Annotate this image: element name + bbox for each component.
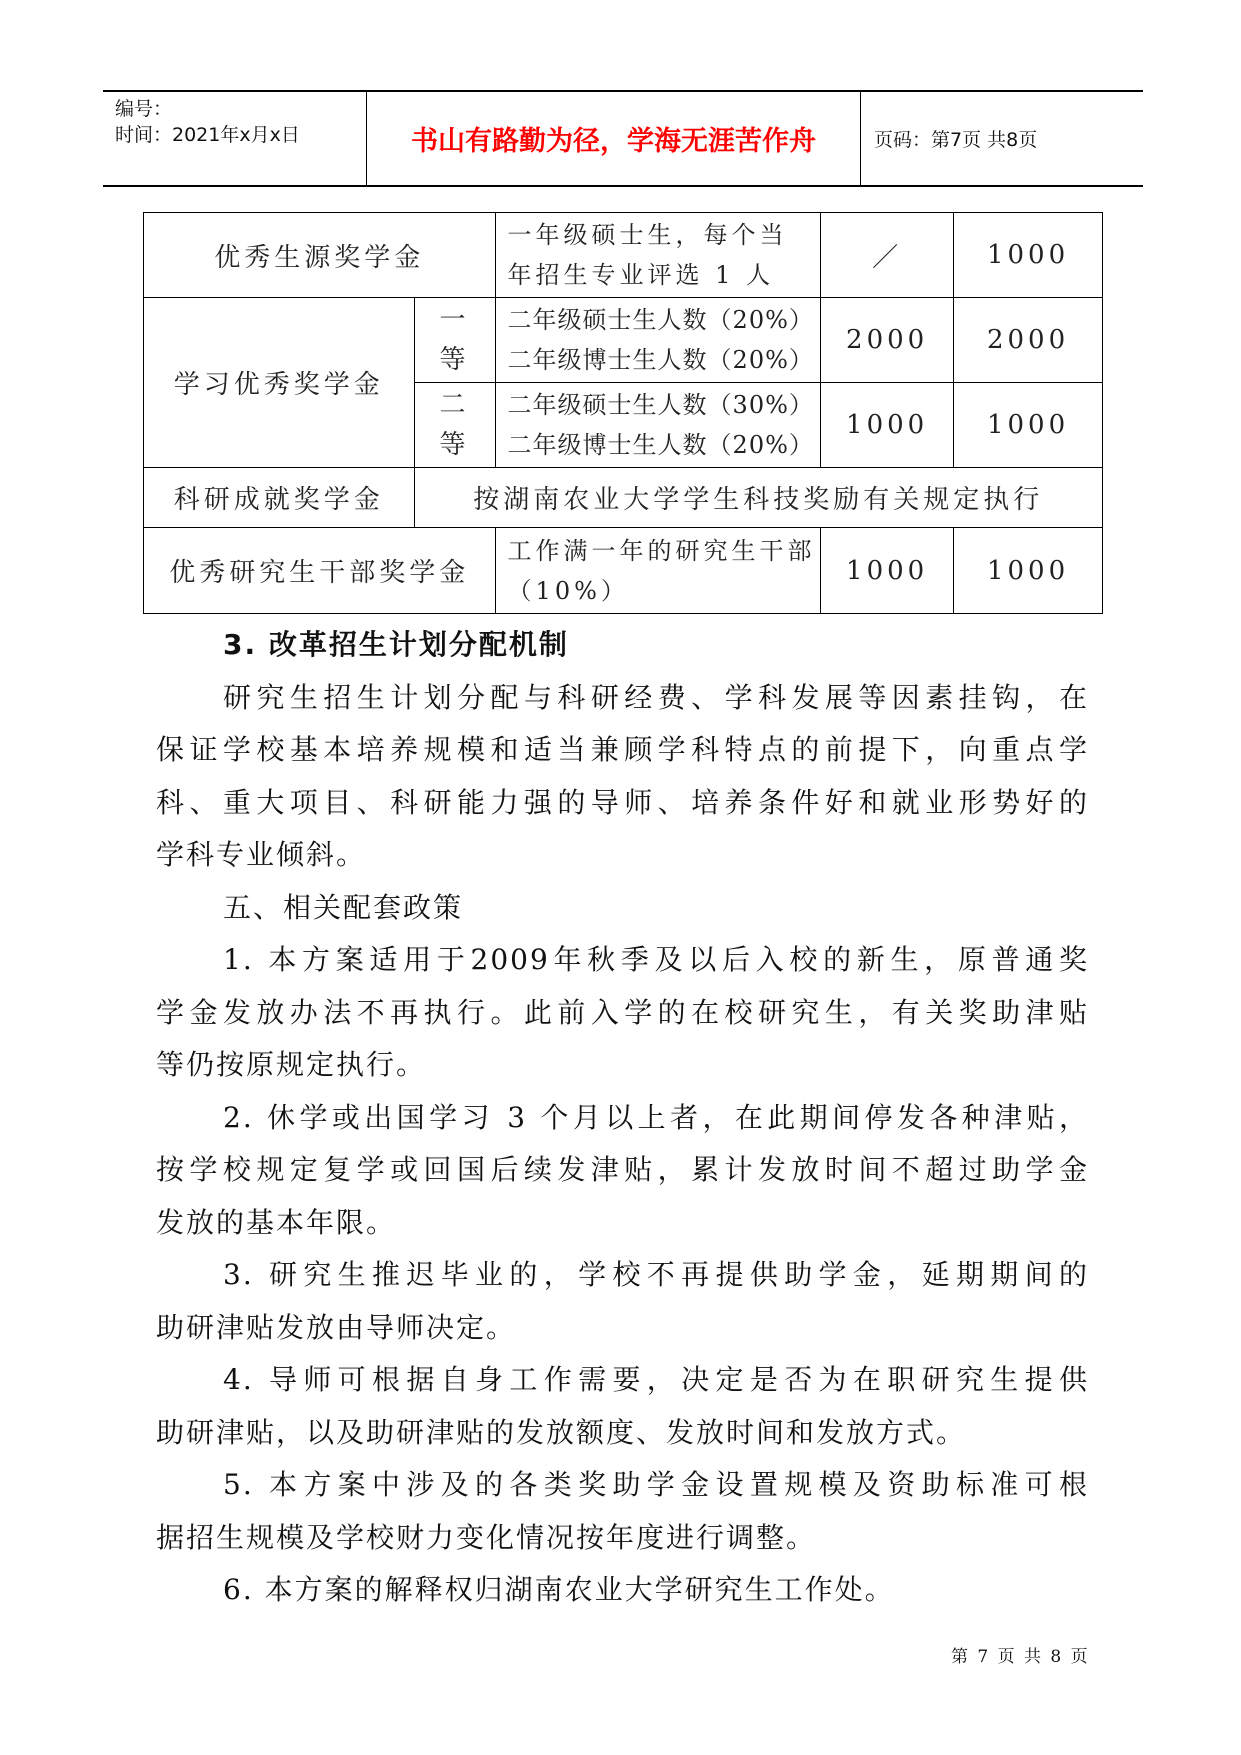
text-line: 助研津贴，以及助研津贴的发放额度、发放时间和发放方式。 xyxy=(156,1415,967,1449)
page-header xyxy=(103,90,1143,187)
text-line: 按学校规定复学或回国后续发津贴，累计发放时间不超过助学金 xyxy=(156,1153,1089,1186)
text-line: 3. 改革招生计划分配机制 xyxy=(223,628,569,661)
text-line: 发放的基本年限。 xyxy=(156,1205,397,1239)
header-page-info: 页码：第7页 共8页 xyxy=(874,129,1038,151)
criteria-line: 二年级硕士生人数（30%） xyxy=(507,391,814,419)
table-row xyxy=(144,298,1103,383)
award-name: 优秀研究生干部奖学金 xyxy=(144,528,496,614)
number-label: 编号： xyxy=(115,98,173,120)
criteria-line: 二年级硕士生人数（20%） xyxy=(507,306,814,334)
text-line: 1. 本方案适用于2009年秋季及以后入校的新生，原普通奖 xyxy=(223,943,1089,976)
master-amount: 1000 xyxy=(821,383,954,468)
criteria-line: 工作满一年的研究生干部 xyxy=(507,536,816,565)
text-line: 4. 导师可根据自身工作需要，决定是否为在职研究生提供 xyxy=(223,1363,1089,1396)
table-row xyxy=(144,213,1103,298)
text-line: 学科专业倾斜。 xyxy=(156,838,367,871)
time-label: 时间：2021年x月x日 xyxy=(115,124,300,146)
text-line: 据招生规模及学校财力变化情况按年度进行调整。 xyxy=(156,1520,817,1554)
header-motto: 书山有路勤为径，学海无涯苦作舟 xyxy=(367,92,861,185)
master-amount: 2000 xyxy=(821,298,954,383)
page-footer: 第 7 页 共 8 页 xyxy=(951,1647,1090,1667)
text-line: 5. 本方案中涉及的各类奖助学金设置规模及资助标准可根 xyxy=(223,1468,1089,1501)
table-row xyxy=(144,528,1103,614)
text-line: 保证学校基本培养规模和适当兼顾学科特点的前提下，向重点学 xyxy=(156,733,1089,766)
criteria-line: （10%） xyxy=(507,576,629,605)
master-amount: ／ xyxy=(821,213,954,298)
award-level: 一等 xyxy=(414,298,495,383)
doctor-amount: 1000 xyxy=(954,528,1103,614)
award-criteria xyxy=(495,213,821,298)
award-criteria xyxy=(495,298,821,383)
text-line: 2. 休学或出国学习 3 个月以上者，在此期间停发各种津贴， xyxy=(223,1100,1089,1134)
text-line: 等仍按原规定执行。 xyxy=(156,1048,427,1081)
criteria-line: 一年级硕士生，每个当 xyxy=(507,221,788,249)
master-amount: 1000 xyxy=(821,528,954,614)
header-meta xyxy=(103,92,367,185)
text-line: 五、相关配套政策 xyxy=(223,890,464,924)
text-line: 3. 研究生推迟毕业的，学校不再提供助学金，延期期间的 xyxy=(223,1258,1089,1291)
criteria-line: 二年级博士生人数（20%） xyxy=(507,431,814,459)
table-row xyxy=(144,468,1103,528)
text-line: 科、重大项目、科研能力强的导师、培养条件好和就业形势好的 xyxy=(156,785,1089,819)
doctor-amount: 2000 xyxy=(954,298,1103,383)
criteria-line: 二年级博士生人数（20%） xyxy=(507,346,814,374)
award-criteria xyxy=(495,528,821,614)
award-criteria: 按湖南农业大学学生科技奖励有关规定执行 xyxy=(414,468,1102,528)
award-name: 科研成就奖学金 xyxy=(144,468,415,528)
text-line: 助研津贴发放由导师决定。 xyxy=(156,1310,517,1344)
award-level: 二等 xyxy=(414,383,495,468)
text-line: 6. 本方案的解释权归湖南农业大学研究生工作处。 xyxy=(223,1573,895,1606)
criteria-line: 年招生专业评选 1 人 xyxy=(507,261,775,289)
text-line: 研究生招生计划分配与科研经费、学科发展等因素挂钩，在 xyxy=(223,680,1089,714)
doctor-amount: 1000 xyxy=(954,213,1103,298)
award-name: 学习优秀奖学金 xyxy=(144,298,415,468)
scholarship-table xyxy=(143,212,1103,614)
text-line: 学金发放办法不再执行。此前入学的在校研究生，有关奖助津贴 xyxy=(156,995,1089,1029)
award-name: 优秀生源奖学金 xyxy=(144,213,496,298)
award-criteria xyxy=(495,383,821,468)
doctor-amount: 1000 xyxy=(954,383,1103,468)
